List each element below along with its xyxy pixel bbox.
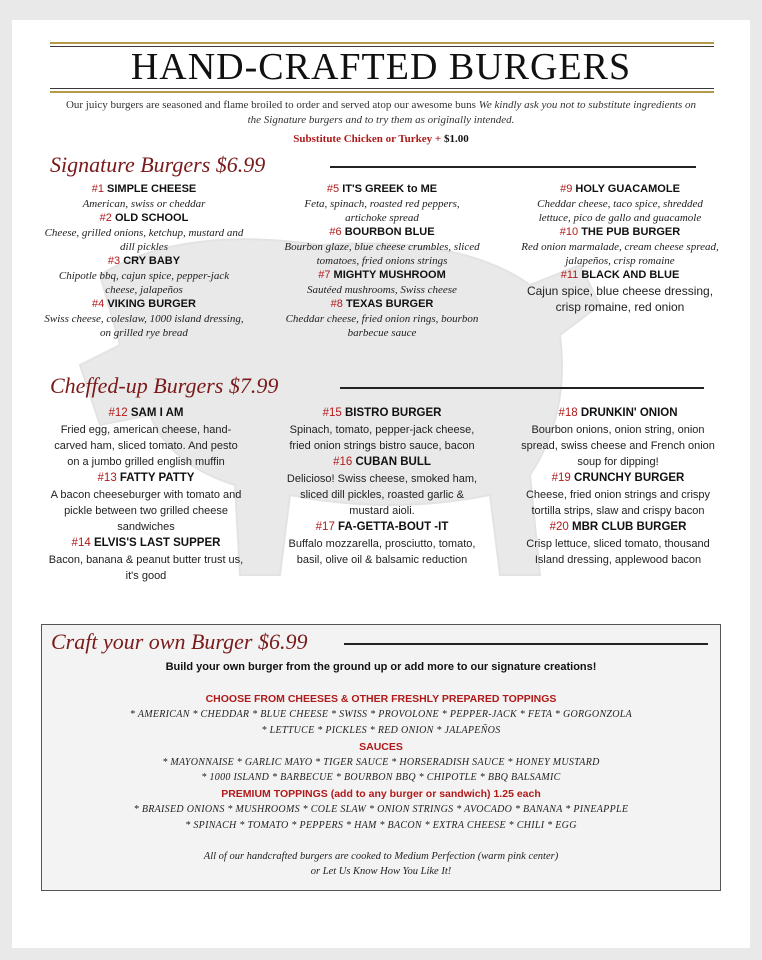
item-number: #6 [329, 226, 342, 238]
cheffed-heading: Cheffed-up Burgers $7.99 [50, 373, 279, 398]
menu-item [44, 297, 244, 340]
signature-heading-line [330, 166, 696, 168]
cheeses-line-2: * LETTUCE * PICKLES * RED ONION * JALAPEÑOS [261, 725, 501, 736]
signature-col-3 [520, 182, 720, 315]
item-number: #9 [560, 183, 573, 195]
item-description: Chipotle bbq, cajun spice, pepper-jack cheese, jalapeños [58, 270, 230, 296]
item-name: MIGHTY MUSHROOM [333, 269, 446, 281]
item-name: BLACK AND BLUE [581, 269, 680, 281]
item-description: Cheese, grilled onions, ketchup, mustard and dill pickles [44, 227, 244, 253]
cheeses-line-1: * AMERICAN * CHEDDAR * BLUE CHEESE * SWISS * PROVOLONE * PEPPER-JACK * FETA * GORGONZOLA [129, 709, 633, 720]
signature-col-1 [44, 182, 244, 340]
menu-item [48, 535, 244, 584]
menu-item [44, 254, 244, 297]
item-name: FATTY PATTY [119, 472, 195, 484]
item-number: #17 [315, 521, 335, 533]
item-name: VIKING BURGER [107, 298, 196, 310]
item-number: #18 [558, 407, 578, 419]
item-description: Bourbon onions, onion string, onion spread, swiss cheese and French onion soup for dipping! [521, 424, 715, 468]
item-description: A bacon cheeseburger with tomato and pickle between two grilled cheese sandwiches [50, 489, 242, 533]
item-name: DRUNKIN' ONION [580, 407, 678, 419]
item-description: Red onion marmalade, cream cheese spread, jalapeños, crisp romaine [521, 241, 719, 267]
intro-text [60, 98, 702, 128]
intro-plain: Our juicy burgers are seasoned and flame broiled to order and served atop our awesome buns [65, 99, 479, 111]
item-number: #3 [107, 255, 121, 267]
item-number: #13 [97, 472, 117, 484]
title-gold-under-rule [50, 91, 714, 93]
item-description: Bacon, banana & peanut butter trust us, it's good [48, 554, 244, 582]
item-number: #8 [330, 298, 343, 310]
menu-item [520, 470, 716, 519]
item-description: Crisp lettuce, sliced tomato, thousand Island dressing, applewood bacon [526, 538, 710, 566]
menu-item [520, 405, 716, 470]
item-number: #5 [326, 183, 340, 195]
item-number: #19 [551, 472, 571, 484]
title-under-rule [50, 88, 714, 89]
signature-col-2 [284, 182, 480, 340]
menu-item [284, 454, 480, 519]
cheffed-col-1 [48, 405, 244, 584]
item-description: American, swiss or cheddar [82, 198, 206, 210]
item-number: #10 [559, 226, 579, 238]
item-description: Bourbon glaze, blue cheese crumbles, sliced tomatoes, fried onions strings [284, 241, 480, 267]
item-name: OLD SCHOOL [114, 212, 189, 224]
menu-item [520, 225, 720, 268]
craft-heading-line [344, 643, 708, 645]
cheffed-col-2 [284, 405, 480, 568]
item-description: Sautéed mushrooms, Swiss cheese [307, 284, 457, 296]
item-number: #1 [91, 183, 104, 195]
item-description: Fried egg, american cheese, hand-carved ham, sliced tomato. And pesto on a jumbo grilled english muffin [54, 424, 238, 468]
item-description: Cheddar cheese, fried onion rings, bourbon barbecue sauce [285, 313, 479, 339]
menu-item [284, 405, 480, 454]
signature-heading: Signature Burgers $6.99 [50, 152, 266, 177]
item-name: BISTRO BURGER [344, 407, 442, 419]
substitute-label: Substitute Chicken or Turkey + [293, 133, 442, 145]
item-name: CUBAN BULL [355, 456, 431, 468]
item-description: Feta, spinach, roasted red peppers, artichoke spread [304, 198, 460, 224]
item-number: #15 [322, 407, 342, 419]
menu-item [284, 297, 480, 340]
craft-build-text: Build your own burger from the ground up or add more to our signature creations! [165, 661, 597, 673]
item-name: IT'S GREEK to ME [342, 183, 438, 195]
sauces-line-2: * 1000 ISLAND * BARBECUE * BOURBON BBQ * CHIPOTLE * BBQ BALSAMIC [201, 772, 561, 783]
menu-item [284, 225, 480, 268]
item-description: Buffalo mozzarella, prosciutto, tomato, basil, olive oil & balsamic reduction [288, 538, 476, 566]
premium-title: PREMIUM TOPPINGS (add to any burger or sandwich) 1.25 each [221, 788, 541, 800]
item-name: HOLY GUACAMOLE [575, 183, 680, 195]
menu-title: HAND-CRAFTED BURGERS [130, 46, 632, 88]
premium-line-1: * BRAISED ONIONS * MUSHROOMS * COLE SLAW * ONION STRINGS * AVOCADO * BANANA * PINEAPPLE [133, 804, 629, 815]
item-number: #4 [92, 298, 105, 310]
footer-line-2: or Let Us Know How You Like It! [310, 866, 452, 877]
craft-your-own-box [41, 624, 721, 891]
intro-italic: We kindly ask you not to substitute ingredients on the Signature burgers and to try them as originally intended. [247, 99, 697, 126]
item-description: Delicioso! Swiss cheese, smoked ham, sliced dill pickles, roasted garlic & mustard aioli. [286, 473, 478, 517]
item-name: SAM I AM [130, 407, 184, 419]
premium-line-2: * SPINACH * TOMATO * PEPPERS * HAM * BACON * EXTRA CHEESE * CHILI * EGG [185, 820, 577, 831]
menu-item [48, 470, 244, 535]
menu-item [520, 519, 716, 568]
cheffed-heading-line [340, 387, 704, 389]
item-name: FA-GETTA-BOUT -IT [338, 521, 449, 533]
item-name: BOURBON BLUE [344, 226, 435, 238]
menu-item [520, 182, 720, 225]
item-name: SIMPLE CHEESE [107, 183, 197, 195]
menu-item [44, 182, 244, 211]
substitute-price: $1.00 [441, 133, 469, 145]
craft-heading: Craft your own Burger $6.99 [51, 629, 308, 654]
item-number: #7 [318, 269, 331, 281]
item-number: #14 [71, 537, 91, 549]
item-name: THE PUB BURGER [581, 226, 681, 238]
menu-item [284, 519, 480, 568]
item-name: CRY BABY [123, 255, 181, 267]
menu-item [284, 182, 480, 225]
item-description: Cajun spice, blue cheese dressing, crisp romaine, red onion [526, 284, 714, 314]
item-name: CRUNCHY BURGER [574, 472, 685, 484]
menu-item [520, 268, 720, 315]
item-description: Cheese, fried onion strings and crispy tortilla strips, slaw and crispy bacon [525, 489, 711, 517]
menu-item [44, 211, 244, 254]
item-number: #2 [99, 212, 112, 224]
menu-item [48, 405, 244, 470]
substitute-note [0, 133, 762, 145]
item-number: #11 [560, 269, 579, 281]
item-description: Swiss cheese, coleslaw, 1000 island dressing, on grilled rye bread [44, 313, 244, 339]
menu-item [284, 268, 480, 297]
sauces-line-1: * MAYONNAISE * GARLIC MAYO * TIGER SAUCE * HORSERADISH SAUCE * HONEY MUSTARD [162, 757, 600, 768]
item-number: #20 [549, 521, 569, 533]
item-name: MBR CLUB BURGER [572, 521, 687, 533]
cheffed-col-3 [520, 405, 716, 568]
footer-line-1: All of our handcrafted burgers are cooked to Medium Perfection (warm pink center) [203, 851, 559, 862]
sauces-title: SAUCES [359, 741, 403, 753]
top-gold-rule [50, 42, 714, 44]
item-description: Spinach, tomato, pepper-jack cheese, fried onion strings bistro sauce, bacon [289, 424, 475, 452]
item-number: #16 [333, 456, 353, 468]
item-description: Cheddar cheese, taco spice, shredded lettuce, pico de gallo and guacamole [537, 198, 703, 224]
item-name: ELVIS'S LAST SUPPER [93, 537, 221, 549]
item-name: TEXAS BURGER [345, 298, 434, 310]
cheeses-title: CHOOSE FROM CHEESES & OTHER FRESHLY PREPARED TOPPINGS [205, 693, 557, 705]
item-number: #12 [108, 407, 128, 419]
